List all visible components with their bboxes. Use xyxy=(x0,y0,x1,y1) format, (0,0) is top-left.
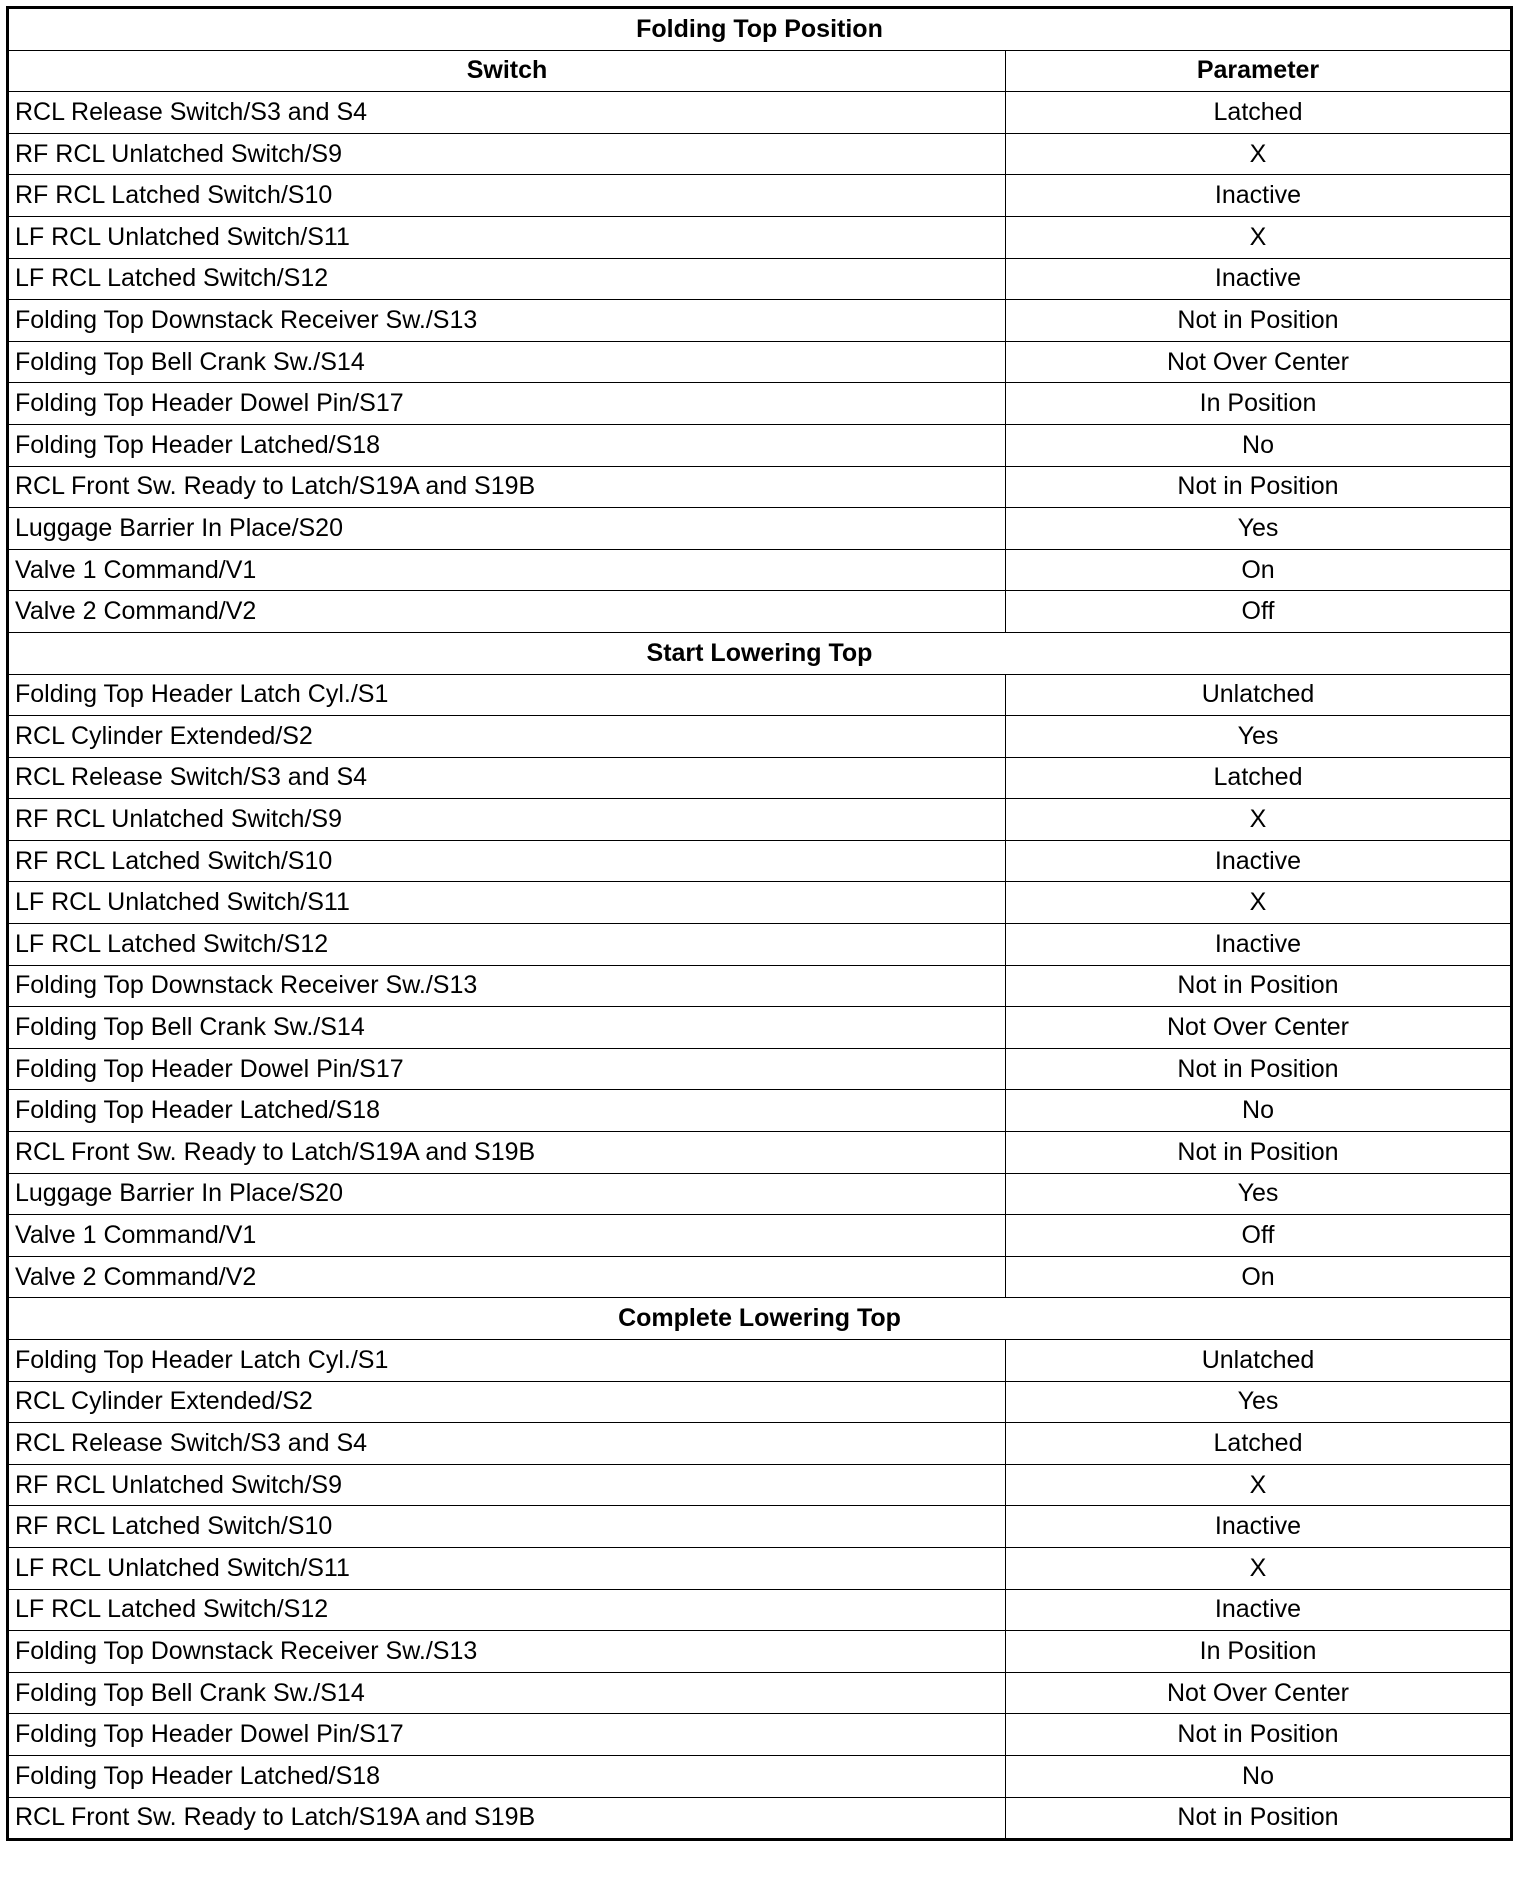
parameter-cell: Inactive xyxy=(1006,258,1512,300)
section-header-row xyxy=(8,632,1512,674)
parameter-cell: Not in Position xyxy=(1006,1714,1512,1756)
switch-cell: RF RCL Latched Switch/S10 xyxy=(8,175,1006,217)
table-row xyxy=(8,1631,1512,1673)
parameter-cell: Not in Position xyxy=(1006,1132,1512,1174)
table-row xyxy=(8,1132,1512,1174)
table-row xyxy=(8,924,1512,966)
switch-cell: Folding Top Header Latched/S18 xyxy=(8,1755,1006,1797)
parameter-cell: Inactive xyxy=(1006,1506,1512,1548)
table-row xyxy=(8,840,1512,882)
table-row xyxy=(8,1506,1512,1548)
switch-cell: LF RCL Unlatched Switch/S11 xyxy=(8,882,1006,924)
table-row xyxy=(8,508,1512,550)
section-header-row xyxy=(8,8,1512,51)
switch-cell: Folding Top Header Dowel Pin/S17 xyxy=(8,1048,1006,1090)
table-row xyxy=(8,92,1512,134)
table-row xyxy=(8,341,1512,383)
section-title: Folding Top Position xyxy=(8,8,1512,51)
switch-cell: Folding Top Downstack Receiver Sw./S13 xyxy=(8,965,1006,1007)
switch-cell: LF RCL Latched Switch/S12 xyxy=(8,924,1006,966)
table-row xyxy=(8,591,1512,633)
table-row xyxy=(8,1755,1512,1797)
parameter-cell: Inactive xyxy=(1006,924,1512,966)
column-header-parameter: Parameter xyxy=(1006,50,1512,92)
parameter-cell: Not in Position xyxy=(1006,466,1512,508)
parameter-cell: Latched xyxy=(1006,92,1512,134)
parameter-cell: Yes xyxy=(1006,1173,1512,1215)
parameter-cell: In Position xyxy=(1006,383,1512,425)
switch-cell: Folding Top Header Dowel Pin/S17 xyxy=(8,1714,1006,1756)
table-row xyxy=(8,1547,1512,1589)
switch-cell: Luggage Barrier In Place/S20 xyxy=(8,508,1006,550)
table-row xyxy=(8,799,1512,841)
table-row xyxy=(8,1256,1512,1298)
table-row xyxy=(8,1340,1512,1382)
column-header-row xyxy=(8,50,1512,92)
switch-cell: RCL Cylinder Extended/S2 xyxy=(8,1381,1006,1423)
parameter-cell: Unlatched xyxy=(1006,1340,1512,1382)
parameter-cell: Off xyxy=(1006,591,1512,633)
table-row xyxy=(8,466,1512,508)
parameter-cell: Not Over Center xyxy=(1006,1007,1512,1049)
table-row xyxy=(8,965,1512,1007)
table-row xyxy=(8,674,1512,716)
parameter-cell: Not in Position xyxy=(1006,1797,1512,1840)
parameter-cell: On xyxy=(1006,1256,1512,1298)
parameter-cell: Not Over Center xyxy=(1006,1672,1512,1714)
switch-cell: RF RCL Unlatched Switch/S9 xyxy=(8,133,1006,175)
parameter-cell: Not in Position xyxy=(1006,300,1512,342)
table-row xyxy=(8,1215,1512,1257)
table-row xyxy=(8,383,1512,425)
table-row xyxy=(8,1007,1512,1049)
switch-cell: RF RCL Unlatched Switch/S9 xyxy=(8,799,1006,841)
parameter-cell: Not in Position xyxy=(1006,1048,1512,1090)
column-header-switch: Switch xyxy=(8,50,1006,92)
parameter-cell: No xyxy=(1006,424,1512,466)
table-body xyxy=(8,8,1512,1840)
switch-cell: LF RCL Latched Switch/S12 xyxy=(8,258,1006,300)
parameter-cell: X xyxy=(1006,882,1512,924)
switch-cell: Folding Top Bell Crank Sw./S14 xyxy=(8,1672,1006,1714)
parameter-cell: No xyxy=(1006,1755,1512,1797)
switch-cell: Folding Top Downstack Receiver Sw./S13 xyxy=(8,1631,1006,1673)
switch-cell: Folding Top Bell Crank Sw./S14 xyxy=(8,341,1006,383)
switch-cell: Folding Top Header Latch Cyl./S1 xyxy=(8,674,1006,716)
parameter-cell: In Position xyxy=(1006,1631,1512,1673)
switch-cell: Valve 1 Command/V1 xyxy=(8,549,1006,591)
section-title: Complete Lowering Top xyxy=(8,1298,1512,1340)
switch-cell: Valve 2 Command/V2 xyxy=(8,591,1006,633)
parameter-cell: Inactive xyxy=(1006,840,1512,882)
switch-cell: RCL Cylinder Extended/S2 xyxy=(8,716,1006,758)
parameter-cell: Not in Position xyxy=(1006,965,1512,1007)
switch-cell: LF RCL Unlatched Switch/S11 xyxy=(8,216,1006,258)
table-row xyxy=(8,300,1512,342)
switch-cell: RCL Front Sw. Ready to Latch/S19A and S19B xyxy=(8,1797,1006,1840)
switch-cell: Folding Top Header Latched/S18 xyxy=(8,1090,1006,1132)
parameter-cell: X xyxy=(1006,799,1512,841)
parameter-cell: Inactive xyxy=(1006,1589,1512,1631)
switch-cell: RF RCL Unlatched Switch/S9 xyxy=(8,1464,1006,1506)
switch-cell: Luggage Barrier In Place/S20 xyxy=(8,1173,1006,1215)
switch-cell: Valve 2 Command/V2 xyxy=(8,1256,1006,1298)
parameter-cell: Off xyxy=(1006,1215,1512,1257)
section-title: Start Lowering Top xyxy=(8,632,1512,674)
parameter-cell: Yes xyxy=(1006,508,1512,550)
switch-cell: LF RCL Unlatched Switch/S11 xyxy=(8,1547,1006,1589)
table-row xyxy=(8,549,1512,591)
switch-cell: Folding Top Header Dowel Pin/S17 xyxy=(8,383,1006,425)
table-row xyxy=(8,1423,1512,1465)
table-row xyxy=(8,1048,1512,1090)
table-row xyxy=(8,1797,1512,1840)
table-row xyxy=(8,1589,1512,1631)
switch-cell: LF RCL Latched Switch/S12 xyxy=(8,1589,1006,1631)
switch-cell: RCL Front Sw. Ready to Latch/S19A and S19B xyxy=(8,466,1006,508)
table-row xyxy=(8,1173,1512,1215)
table-row xyxy=(8,882,1512,924)
parameter-cell: X xyxy=(1006,216,1512,258)
table-row xyxy=(8,424,1512,466)
table-row xyxy=(8,716,1512,758)
table-row xyxy=(8,757,1512,799)
switch-cell: RCL Front Sw. Ready to Latch/S19A and S19B xyxy=(8,1132,1006,1174)
table-row xyxy=(8,216,1512,258)
switch-cell: Folding Top Header Latched/S18 xyxy=(8,424,1006,466)
parameter-cell: On xyxy=(1006,549,1512,591)
table-row xyxy=(8,1381,1512,1423)
switch-cell: RF RCL Latched Switch/S10 xyxy=(8,840,1006,882)
parameter-cell: No xyxy=(1006,1090,1512,1132)
parameter-cell: X xyxy=(1006,133,1512,175)
section-header-row xyxy=(8,1298,1512,1340)
document xyxy=(6,6,1510,1841)
switch-cell: Folding Top Downstack Receiver Sw./S13 xyxy=(8,300,1006,342)
switch-parameter-table xyxy=(6,6,1513,1841)
switch-cell: RCL Release Switch/S3 and S4 xyxy=(8,1423,1006,1465)
table-row xyxy=(8,1090,1512,1132)
switch-cell: Folding Top Bell Crank Sw./S14 xyxy=(8,1007,1006,1049)
table-row xyxy=(8,258,1512,300)
switch-cell: Valve 1 Command/V1 xyxy=(8,1215,1006,1257)
switch-cell: RCL Release Switch/S3 and S4 xyxy=(8,92,1006,134)
table-row xyxy=(8,133,1512,175)
parameter-cell: Unlatched xyxy=(1006,674,1512,716)
table-row xyxy=(8,1464,1512,1506)
parameter-cell: Yes xyxy=(1006,716,1512,758)
parameter-cell: Inactive xyxy=(1006,175,1512,217)
parameter-cell: X xyxy=(1006,1547,1512,1589)
parameter-cell: Latched xyxy=(1006,757,1512,799)
parameter-cell: Yes xyxy=(1006,1381,1512,1423)
table-row xyxy=(8,1714,1512,1756)
table-row xyxy=(8,175,1512,217)
parameter-cell: Not Over Center xyxy=(1006,341,1512,383)
parameter-cell: Latched xyxy=(1006,1423,1512,1465)
switch-cell: Folding Top Header Latch Cyl./S1 xyxy=(8,1340,1006,1382)
table-row xyxy=(8,1672,1512,1714)
parameter-cell: X xyxy=(1006,1464,1512,1506)
switch-cell: RCL Release Switch/S3 and S4 xyxy=(8,757,1006,799)
switch-cell: RF RCL Latched Switch/S10 xyxy=(8,1506,1006,1548)
